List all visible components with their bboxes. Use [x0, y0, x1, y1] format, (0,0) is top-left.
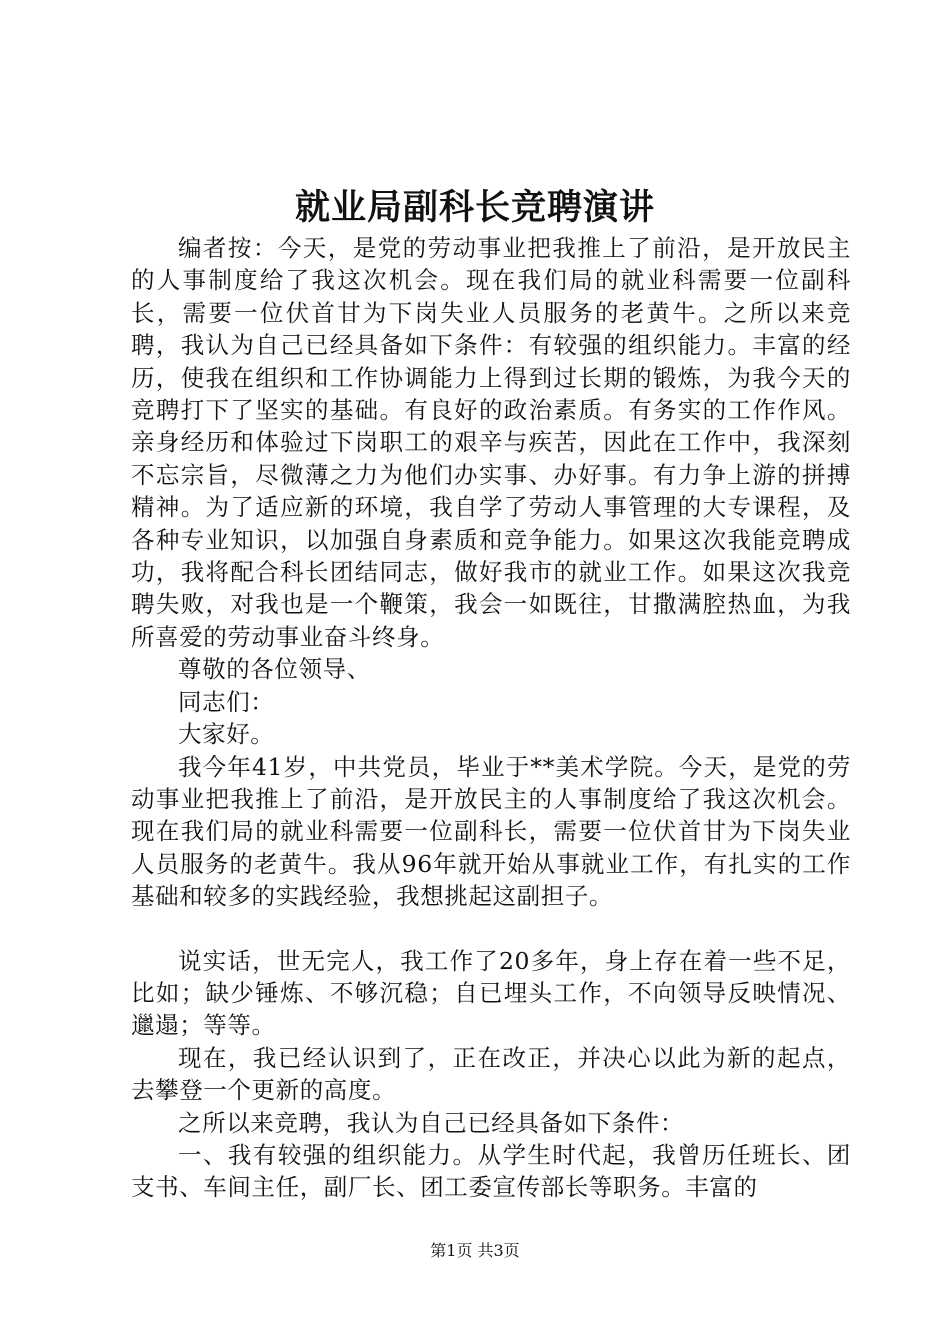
self-introduction-paragraph: 我今年41岁，中共党员，毕业于**美术学院。今天，是党的劳动事业把我推上了前沿，是开放民主的人事制度给了我这次机会。现在我们局的就业科需要一位副科长，需要一位伏首甘为下岗失业人员服务的老黄牛。我从96年就开始从事就业工作，有扎实的工作基础和较多的实践经验，我想挑起这副担子。	[131, 752, 851, 911]
shortcomings-paragraph: 说实话，世无完人，我工作了20多年，身上存在着一些不足，比如；缺少锤炼、不够沉稳；自已埋头工作，不向领导反映情况、邋遢；等等。	[131, 946, 851, 1040]
salutation-comrades: 同志们：	[178, 687, 275, 716]
condition-one-paragraph: 一、我有较强的组织能力。从学生时代起，我曾历任班长、团支书、车间主任，副厂长、团工委宣传部长等职务。丰富的	[131, 1140, 851, 1202]
editor-note-paragraph: 编者按：今天，是党的劳动事业把我推上了前沿，是开放民主的人事制度给了我这次机会。现在我们局的就业科需要一位副科长，需要一位伏首甘为下岗失业人员服务的老黄牛。之所以来竞聘，我认为自己已经具备如下条件：有较强的组织能力。丰富的经历，使我在组织和工作协调能力上得到过长期的锻炼，为我今天的竞聘打下了坚实的基础。有良好的政治素质。有务实的工作作风。亲身经历和体验过下岗职工的艰辛与疾苦，因此在工作中，我深刻不忘宗旨，尽微薄之力为他们办实事、办好事。有力争上游的拼搏精神。为了适应新的环境，我自学了劳动人事管理的大专课程，及各种专业知识，以加强自身素质和竞争能力。如果这次我能竞聘成功，我将配合科长团结同志，做好我市的就业工作。如果这次我竞聘失败，对我也是一个鞭策，我会一如既往，甘撒满腔热血，为我所喜爱的劳动事业奋斗终身。	[131, 234, 851, 651]
resolution-paragraph: 现在，我已经认识到了，正在改正，并决心以此为新的起点，去攀登一个更新的高度。	[131, 1043, 851, 1105]
greeting: 大家好。	[178, 720, 275, 749]
conditions-intro-paragraph: 之所以来竞聘，我认为自己已经具备如下条件：	[178, 1108, 685, 1137]
salutation-leaders: 尊敬的各位领导、	[178, 655, 371, 684]
document-body	[131, 232, 851, 1204]
paragraph-gap	[131, 913, 851, 945]
document-title: 就业局副科长竞聘演讲	[294, 187, 655, 228]
page-number-footer: 第1页 共3页	[430, 1241, 520, 1260]
